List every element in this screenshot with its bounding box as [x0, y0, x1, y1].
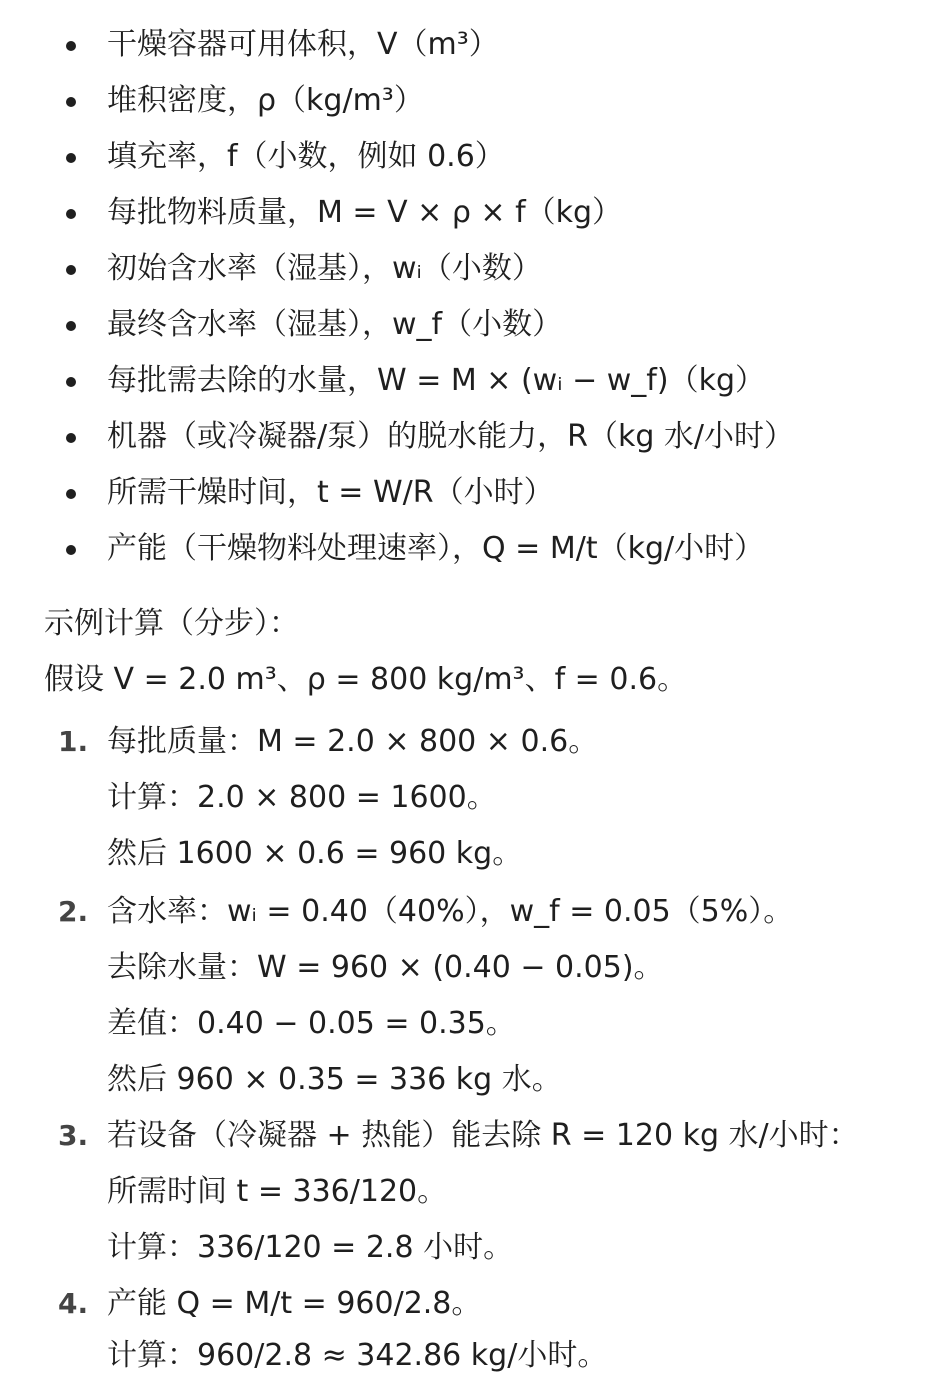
- bullet-icon: [66, 433, 76, 443]
- step-line: 计算：960/2.8 ≈ 342.86 kg/小时。: [107, 1338, 608, 1373]
- step-item: 4. 产能 Q = M/t = 960/2.8。: [0, 1276, 950, 1332]
- step-line: 计算：336/120 = 2.8 小时。: [107, 1230, 514, 1265]
- bullet-icon: [66, 209, 76, 219]
- step-number: 2.: [58, 895, 89, 928]
- step-line: 计算：2.0 × 800 = 1600。: [107, 780, 497, 815]
- step-item: 1. 每批质量：M = 2.0 × 800 × 0.6。: [0, 714, 950, 770]
- step-number: 1.: [58, 725, 89, 758]
- bullet-icon: [66, 41, 76, 51]
- list-item: 所需干燥时间，t = W/R（小时）: [0, 465, 950, 521]
- list-item: 产能（干燥物料处理速率），Q = M/t（kg/小时）: [0, 521, 950, 577]
- list-item: 干燥容器可用体积，V（m³）: [0, 17, 950, 73]
- list-item: 每批需去除的水量，W = M × (wᵢ − w_f)（kg）: [0, 353, 950, 409]
- bullet-icon: [66, 153, 76, 163]
- step-line: 然后 960 × 0.35 = 336 kg 水。: [107, 1062, 562, 1097]
- bullet-icon: [66, 321, 76, 331]
- step-item: 2. 含水率：wᵢ = 0.40（40%），w_f = 0.05（5%）。: [0, 884, 950, 940]
- step-line: 去除水量：W = 960 × (0.40 − 0.05)。: [107, 950, 664, 985]
- example-assumption: 假设 V = 2.0 m³、ρ = 800 kg/m³、f = 0.6。: [44, 662, 688, 697]
- bullet-icon: [66, 489, 76, 499]
- step-item: 3. 若设备（冷凝器 + 热能）能去除 R = 120 kg 水/小时：: [0, 1108, 950, 1164]
- list-item: 堆积密度，ρ（kg/m³）: [0, 73, 950, 129]
- list-item: 最终含水率（湿基），w_f（小数）: [0, 297, 950, 353]
- bullet-icon: [66, 265, 76, 275]
- list-item: 填充率，f（小数，例如 0.6）: [0, 129, 950, 185]
- step-number: 3.: [58, 1119, 89, 1152]
- example-heading: 示例计算（分步）：: [44, 606, 299, 641]
- list-item: 每批物料质量，M = V × ρ × f（kg）: [0, 185, 950, 241]
- step-line: 然后 1600 × 0.6 = 960 kg。: [107, 836, 523, 871]
- bullet-icon: [66, 97, 76, 107]
- step-line: 差值：0.40 − 0.05 = 0.35。: [107, 1006, 516, 1041]
- list-item: 机器（或冷凝器/泵）的脱水能力，R（kg 水/小时）: [0, 409, 950, 465]
- step-number: 4.: [58, 1287, 89, 1320]
- bullet-icon: [66, 377, 76, 387]
- list-item: 初始含水率（湿基），wᵢ（小数）: [0, 241, 950, 297]
- step-line: 所需时间 t = 336/120。: [107, 1174, 448, 1209]
- bullet-icon: [66, 545, 76, 555]
